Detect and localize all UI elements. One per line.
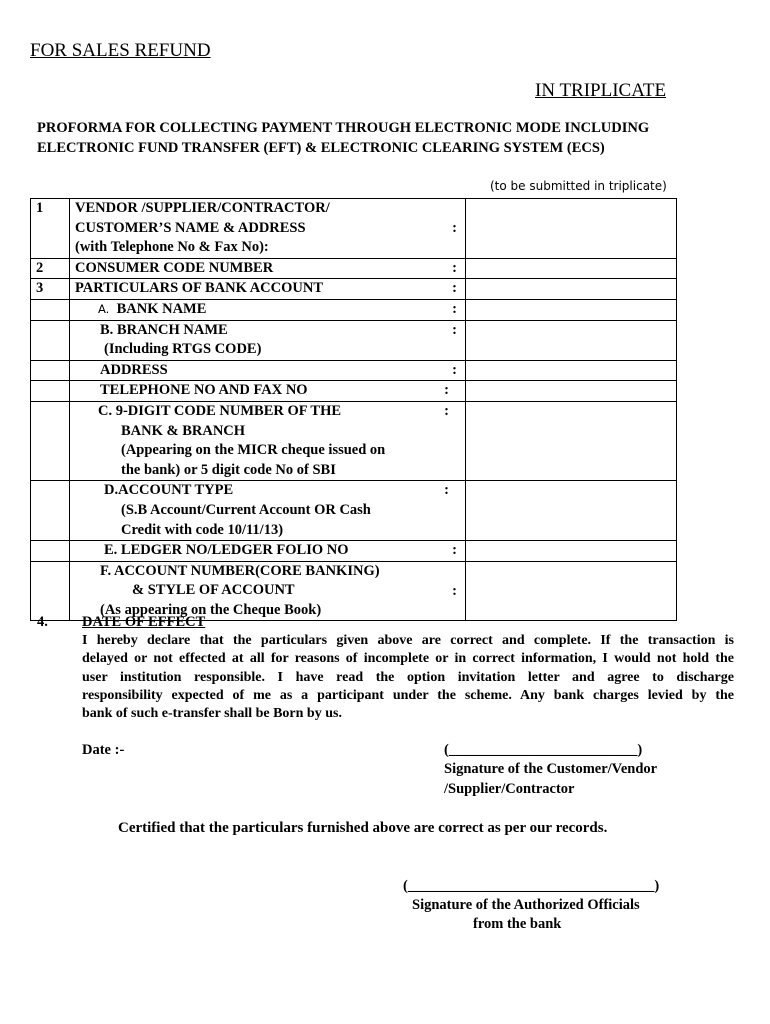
- table-row: [31, 279, 677, 300]
- micr-code-label: [70, 401, 466, 480]
- official-signature-caption-2: from the bank: [473, 916, 562, 932]
- label-line: BANK & BRANCH: [121, 422, 246, 439]
- declaration-title: DATE OF EFFECT: [82, 614, 206, 630]
- table-row: [31, 561, 677, 621]
- row-number-empty: [31, 481, 70, 541]
- form-title-left: FOR SALES REFUND: [30, 40, 211, 61]
- customer-signature-caption-2: /Supplier/Contractor: [444, 781, 575, 797]
- label-line: D.ACCOUNT TYPE: [104, 482, 234, 499]
- customer-signature-line[interactable]: (__________________________): [444, 742, 643, 758]
- label-line: CONSUMER CODE NUMBER: [75, 259, 274, 276]
- label-line: & STYLE OF ACCOUNT: [132, 582, 295, 599]
- form-heading: [37, 118, 649, 158]
- label-line: PARTICULARS OF BANK ACCOUNT: [75, 280, 324, 297]
- label-line: (with Telephone No & Fax No):: [75, 239, 269, 256]
- row-number-empty: [31, 561, 70, 621]
- account-number-label: [70, 561, 466, 621]
- table-row: [31, 381, 677, 402]
- telephone-fax-field[interactable]: [466, 381, 677, 402]
- ledger-folio-label: [70, 541, 466, 562]
- label-line: C. 9-DIGIT CODE NUMBER OF THE: [98, 402, 342, 419]
- label-line: (Including RTGS CODE): [104, 341, 262, 358]
- colon: :: [452, 259, 457, 276]
- consumer-code-field[interactable]: [466, 258, 677, 279]
- consumer-code-label: [70, 258, 466, 279]
- heading-line-1: PROFORMA FOR COLLECTING PAYMENT THROUGH ELECTRONIC MODE INCLUDING: [37, 120, 650, 136]
- colon: :: [452, 280, 457, 297]
- branch-name-label: [70, 320, 466, 360]
- heading-line-2: ELECTRONIC FUND TRANSFER (EFT) & ELECTRONIC CLEARING SYSTEM (ECS): [37, 140, 605, 156]
- row-number-empty: [31, 541, 70, 562]
- declaration-line: user institution responsible. I have read the option invitation letter and agree to discharge: [82, 669, 734, 685]
- account-type-label: [70, 481, 466, 541]
- table-row: [31, 199, 677, 259]
- label-line: E. LEDGER NO/LEDGER FOLIO NO: [104, 542, 349, 559]
- bank-name-field[interactable]: [466, 299, 677, 320]
- bank-particulars-field[interactable]: [466, 279, 677, 300]
- colon: :: [452, 321, 457, 338]
- row-number-empty: [31, 401, 70, 480]
- label-prefix: A.: [98, 301, 110, 316]
- label-line: VENDOR /SUPPLIER/CONTRACTOR/: [75, 200, 330, 216]
- declaration-line: responsibility expected of me as a participant under the scheme. Any bank charges levied by the: [82, 687, 734, 703]
- vendor-name-label: [70, 199, 466, 259]
- declaration-number: 4.: [37, 614, 48, 630]
- table-row: [31, 258, 677, 279]
- declaration-line: bank of such e-transfer shall be Born by us.: [82, 706, 342, 722]
- colon: :: [444, 402, 449, 419]
- table-row: [31, 401, 677, 480]
- colon: :: [444, 482, 449, 499]
- colon: :: [452, 220, 457, 236]
- table-row: [31, 541, 677, 562]
- address-field[interactable]: [466, 360, 677, 381]
- official-signature-line[interactable]: (__________________________________): [403, 878, 660, 894]
- row-number: 1: [31, 199, 70, 259]
- row-number-empty: [31, 360, 70, 381]
- declaration-text: [82, 632, 734, 723]
- bank-name-label: [70, 299, 466, 320]
- form-title-right: IN TRIPLICATE: [535, 80, 667, 101]
- colon: :: [452, 542, 457, 559]
- branch-name-field[interactable]: [466, 320, 677, 360]
- row-number-empty: [31, 381, 70, 402]
- bank-details-table: [30, 198, 677, 621]
- vendor-name-field[interactable]: [466, 199, 677, 259]
- declaration-line: delayed or not effected at all for reasons of incomplete or in correct information, I would not hold the: [82, 651, 734, 667]
- row-number: 2: [31, 258, 70, 279]
- row-number-empty: [31, 320, 70, 360]
- label-line: Credit with code 10/11/13): [121, 521, 284, 538]
- colon: :: [452, 361, 457, 378]
- table-row: [31, 481, 677, 541]
- official-signature-caption: Signature of the Authorized Officials: [412, 897, 640, 913]
- certification-statement: Certified that the particulars furnished above are correct as per our records.: [118, 820, 608, 836]
- label-line: F. ACCOUNT NUMBER(CORE BANKING): [100, 562, 380, 579]
- submission-note: (to be submitted in triplicate): [490, 179, 667, 193]
- date-label: Date :-: [82, 742, 125, 758]
- declaration-line: I hereby declare that the particulars given above are correct and complete. If the transaction is: [82, 633, 734, 648]
- row-number: 3: [31, 279, 70, 300]
- account-number-field[interactable]: [466, 561, 677, 621]
- customer-signature-caption: Signature of the Customer/Vendor: [444, 761, 658, 777]
- label-line: BANK NAME: [116, 300, 207, 317]
- bank-particulars-label: [70, 279, 466, 300]
- colon: :: [452, 582, 457, 599]
- colon: :: [452, 300, 457, 317]
- table-row: [31, 360, 677, 381]
- label-line: (S.B Account/Current Account OR Cash: [121, 501, 371, 518]
- row-number-empty: [31, 299, 70, 320]
- label-line: TELEPHONE NO AND FAX NO: [100, 382, 308, 399]
- label-line: ADDRESS: [100, 361, 168, 378]
- label-line: (Appearing on the MICR cheque issued on: [121, 442, 386, 459]
- label-line: CUSTOMER’S NAME & ADDRESS: [75, 219, 306, 236]
- micr-code-field[interactable]: [466, 401, 677, 480]
- table-row: [31, 299, 677, 320]
- table-row: [31, 320, 677, 360]
- address-label: [70, 360, 466, 381]
- account-type-field[interactable]: [466, 481, 677, 541]
- ledger-folio-field[interactable]: [466, 541, 677, 562]
- label-line: (As appearing on the Cheque Book): [100, 601, 322, 618]
- telephone-fax-label: [70, 381, 466, 402]
- label-line: the bank) or 5 digit code No of SBI: [121, 461, 336, 478]
- colon: :: [444, 382, 449, 399]
- label-line: B. BRANCH NAME: [100, 321, 228, 338]
